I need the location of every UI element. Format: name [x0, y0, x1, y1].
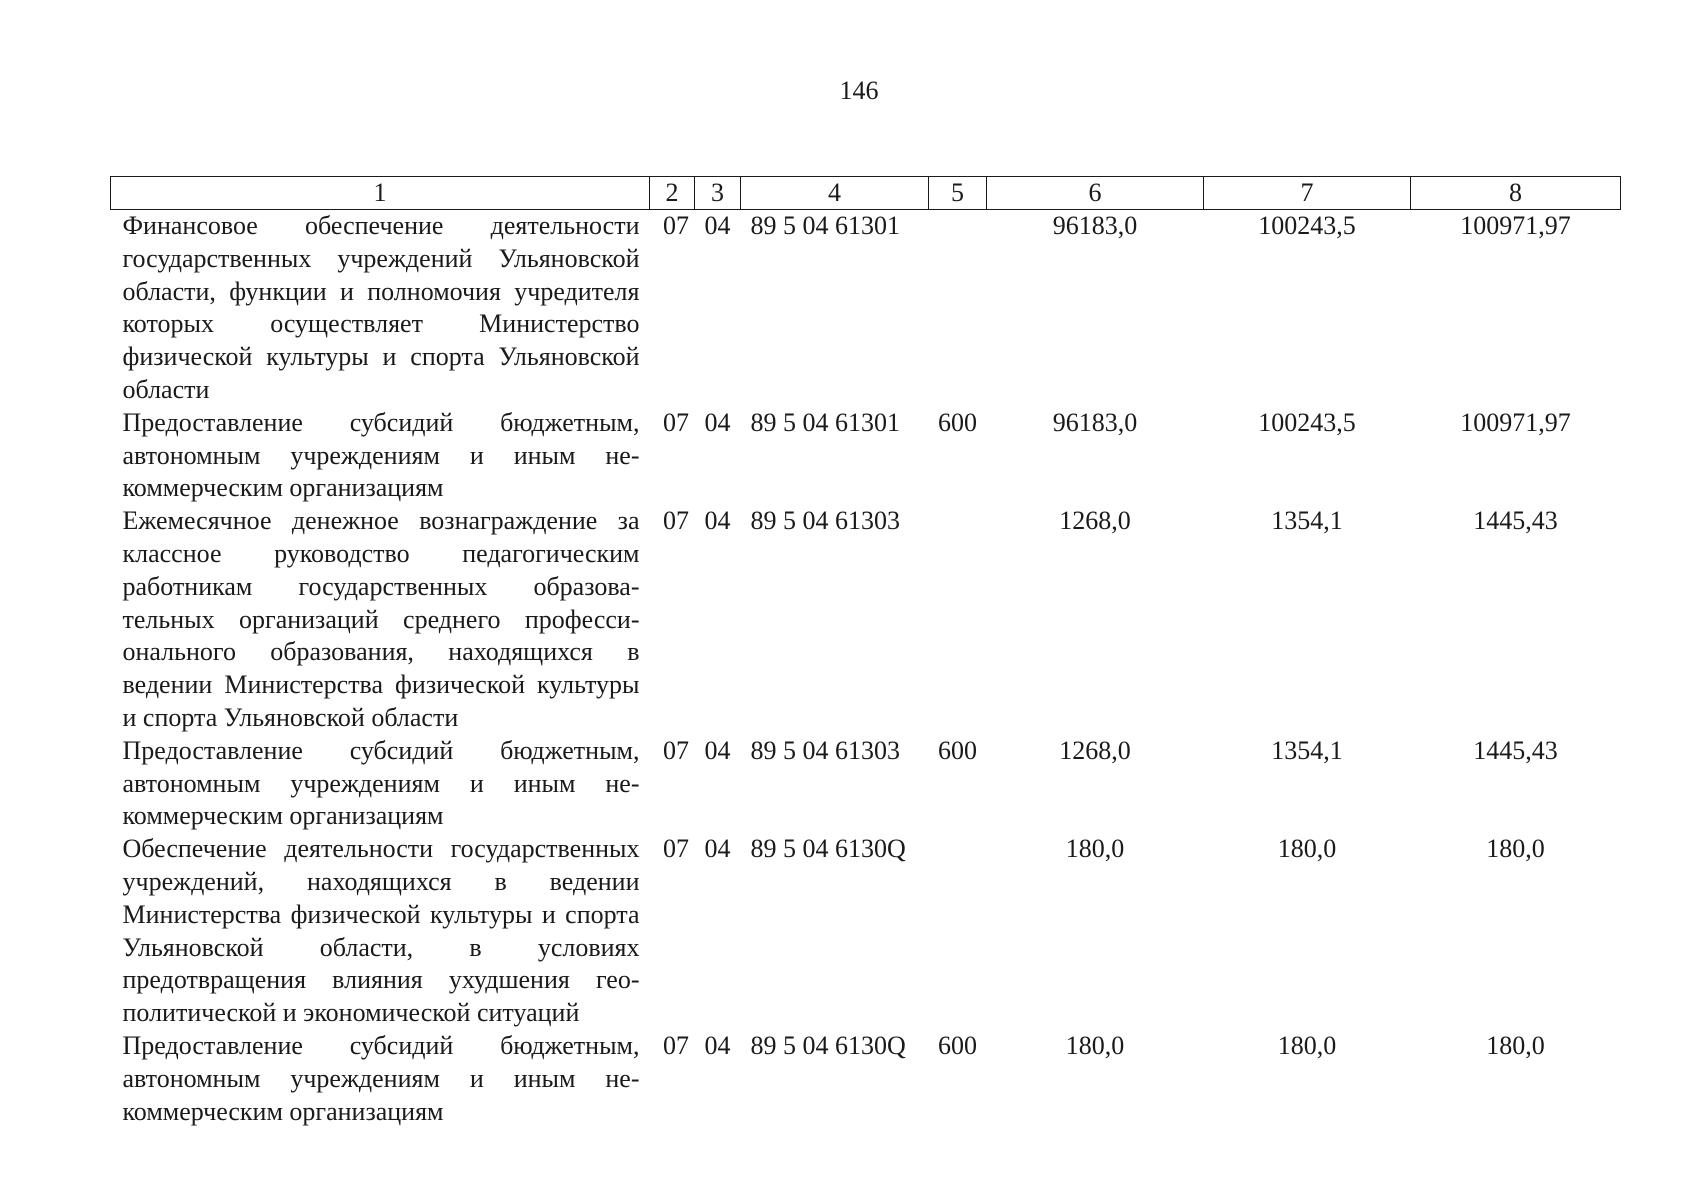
table-row	[111, 1030, 1621, 1128]
row-expense-type: 600	[938, 407, 977, 437]
row-description: Финансовое обеспечение деятельности государственных учреждений Ульяновской области, функции и полномочия учредителя которых осуществляет Министерство физической культуры и спорта Ульяновской области	[122, 211, 640, 404]
row-value-7: 1354,1	[1271, 735, 1343, 765]
row-value-6: 1268,0	[1059, 506, 1131, 536]
header-col-3: 3	[695, 177, 741, 210]
row-value-8: 1445,43	[1473, 506, 1558, 536]
table-header	[111, 177, 1621, 210]
table-row	[111, 505, 1621, 735]
row-subsection: 04	[704, 735, 731, 765]
row-section: 07	[663, 1030, 689, 1060]
row-value-6: 180,0	[1065, 834, 1125, 864]
row-subsection: 04	[704, 1030, 731, 1060]
row-value-8: 1445,43	[1473, 735, 1558, 765]
row-value-8: 180,0	[1486, 834, 1545, 864]
row-target-article: 89 5 04 61303	[750, 735, 900, 765]
row-value-8: 180,0	[1486, 1030, 1545, 1060]
table-row	[111, 407, 1621, 505]
row-description: Предоставление субсидий бюджетным, автономным учреждениям и иным некоммерческим организациям	[122, 1030, 640, 1126]
header-col-1: 1	[111, 177, 650, 210]
row-value-7: 1354,1	[1271, 506, 1343, 536]
table-row	[111, 833, 1621, 1030]
row-description: Ежемесячное денежное вознаграждение за классное руководство педагогическим работникам государственных образовательных организаций среднего профессионального образования, находящихся в ведении Министерства физической культуры и спорта Ульяновской области	[122, 506, 640, 732]
row-target-article: 89 5 04 61301	[750, 211, 900, 240]
row-expense-type	[929, 505, 987, 735]
page-number: 146	[839, 76, 879, 105]
row-value-7: 100243,5	[1258, 407, 1356, 437]
row-target-article: 89 5 04 61303	[750, 506, 900, 536]
row-value-7: 100243,5	[1258, 211, 1356, 240]
row-value-6: 96183,0	[1052, 211, 1138, 240]
row-description: Предоставление субсидий бюджетным, автономным учреждениям и иным некоммерческим организациям	[122, 735, 640, 831]
header-row	[111, 177, 1621, 210]
header-col-6: 6	[987, 177, 1204, 210]
header-col-7: 7	[1204, 177, 1411, 210]
header-col-2: 2	[650, 177, 695, 210]
row-section: 07	[663, 407, 689, 437]
row-subsection: 04	[704, 407, 731, 437]
row-expense-type	[929, 833, 987, 1030]
header-col-5: 5	[929, 177, 987, 210]
row-value-6: 96183,0	[1052, 407, 1138, 437]
row-value-6: 1268,0	[1059, 735, 1131, 765]
row-section: 07	[663, 506, 689, 536]
row-value-8: 100971,97	[1460, 407, 1571, 437]
row-target-article: 89 5 04 6130Q	[750, 1030, 906, 1060]
row-expense-type: 600	[938, 735, 977, 765]
row-description: Предоставление субсидий бюджетным, автономным учреждениям и иным некоммерческим организациям	[122, 407, 640, 503]
row-expense-type: 600	[938, 1030, 977, 1060]
row-subsection: 04	[704, 506, 731, 536]
table-row	[111, 210, 1621, 407]
row-section: 07	[663, 211, 689, 240]
row-value-8: 100971,97	[1460, 211, 1571, 240]
table-row	[111, 735, 1621, 833]
row-value-7: 180,0	[1277, 834, 1337, 864]
row-expense-type	[929, 210, 987, 407]
header-col-8: 8	[1411, 177, 1621, 210]
row-value-6: 180,0	[1065, 1030, 1125, 1060]
row-subsection: 04	[704, 834, 731, 864]
row-value-7: 180,0	[1277, 1030, 1337, 1060]
row-target-article: 89 5 04 6130Q	[750, 834, 906, 864]
row-description: Обеспечение деятельности государственных учреждений, находящихся в ведении Министерства физической культуры и спорта Ульяновской области, в условиях предотвращения влияния ухудшения геополитической и экономической ситуаций	[122, 834, 640, 1028]
row-section: 07	[663, 735, 689, 765]
table-body	[111, 210, 1621, 1129]
header-col-4: 4	[741, 177, 929, 210]
budget-table	[110, 176, 1621, 1128]
row-section: 07	[663, 834, 689, 864]
row-target-article: 89 5 04 61301	[750, 407, 900, 437]
row-subsection: 04	[704, 211, 731, 240]
